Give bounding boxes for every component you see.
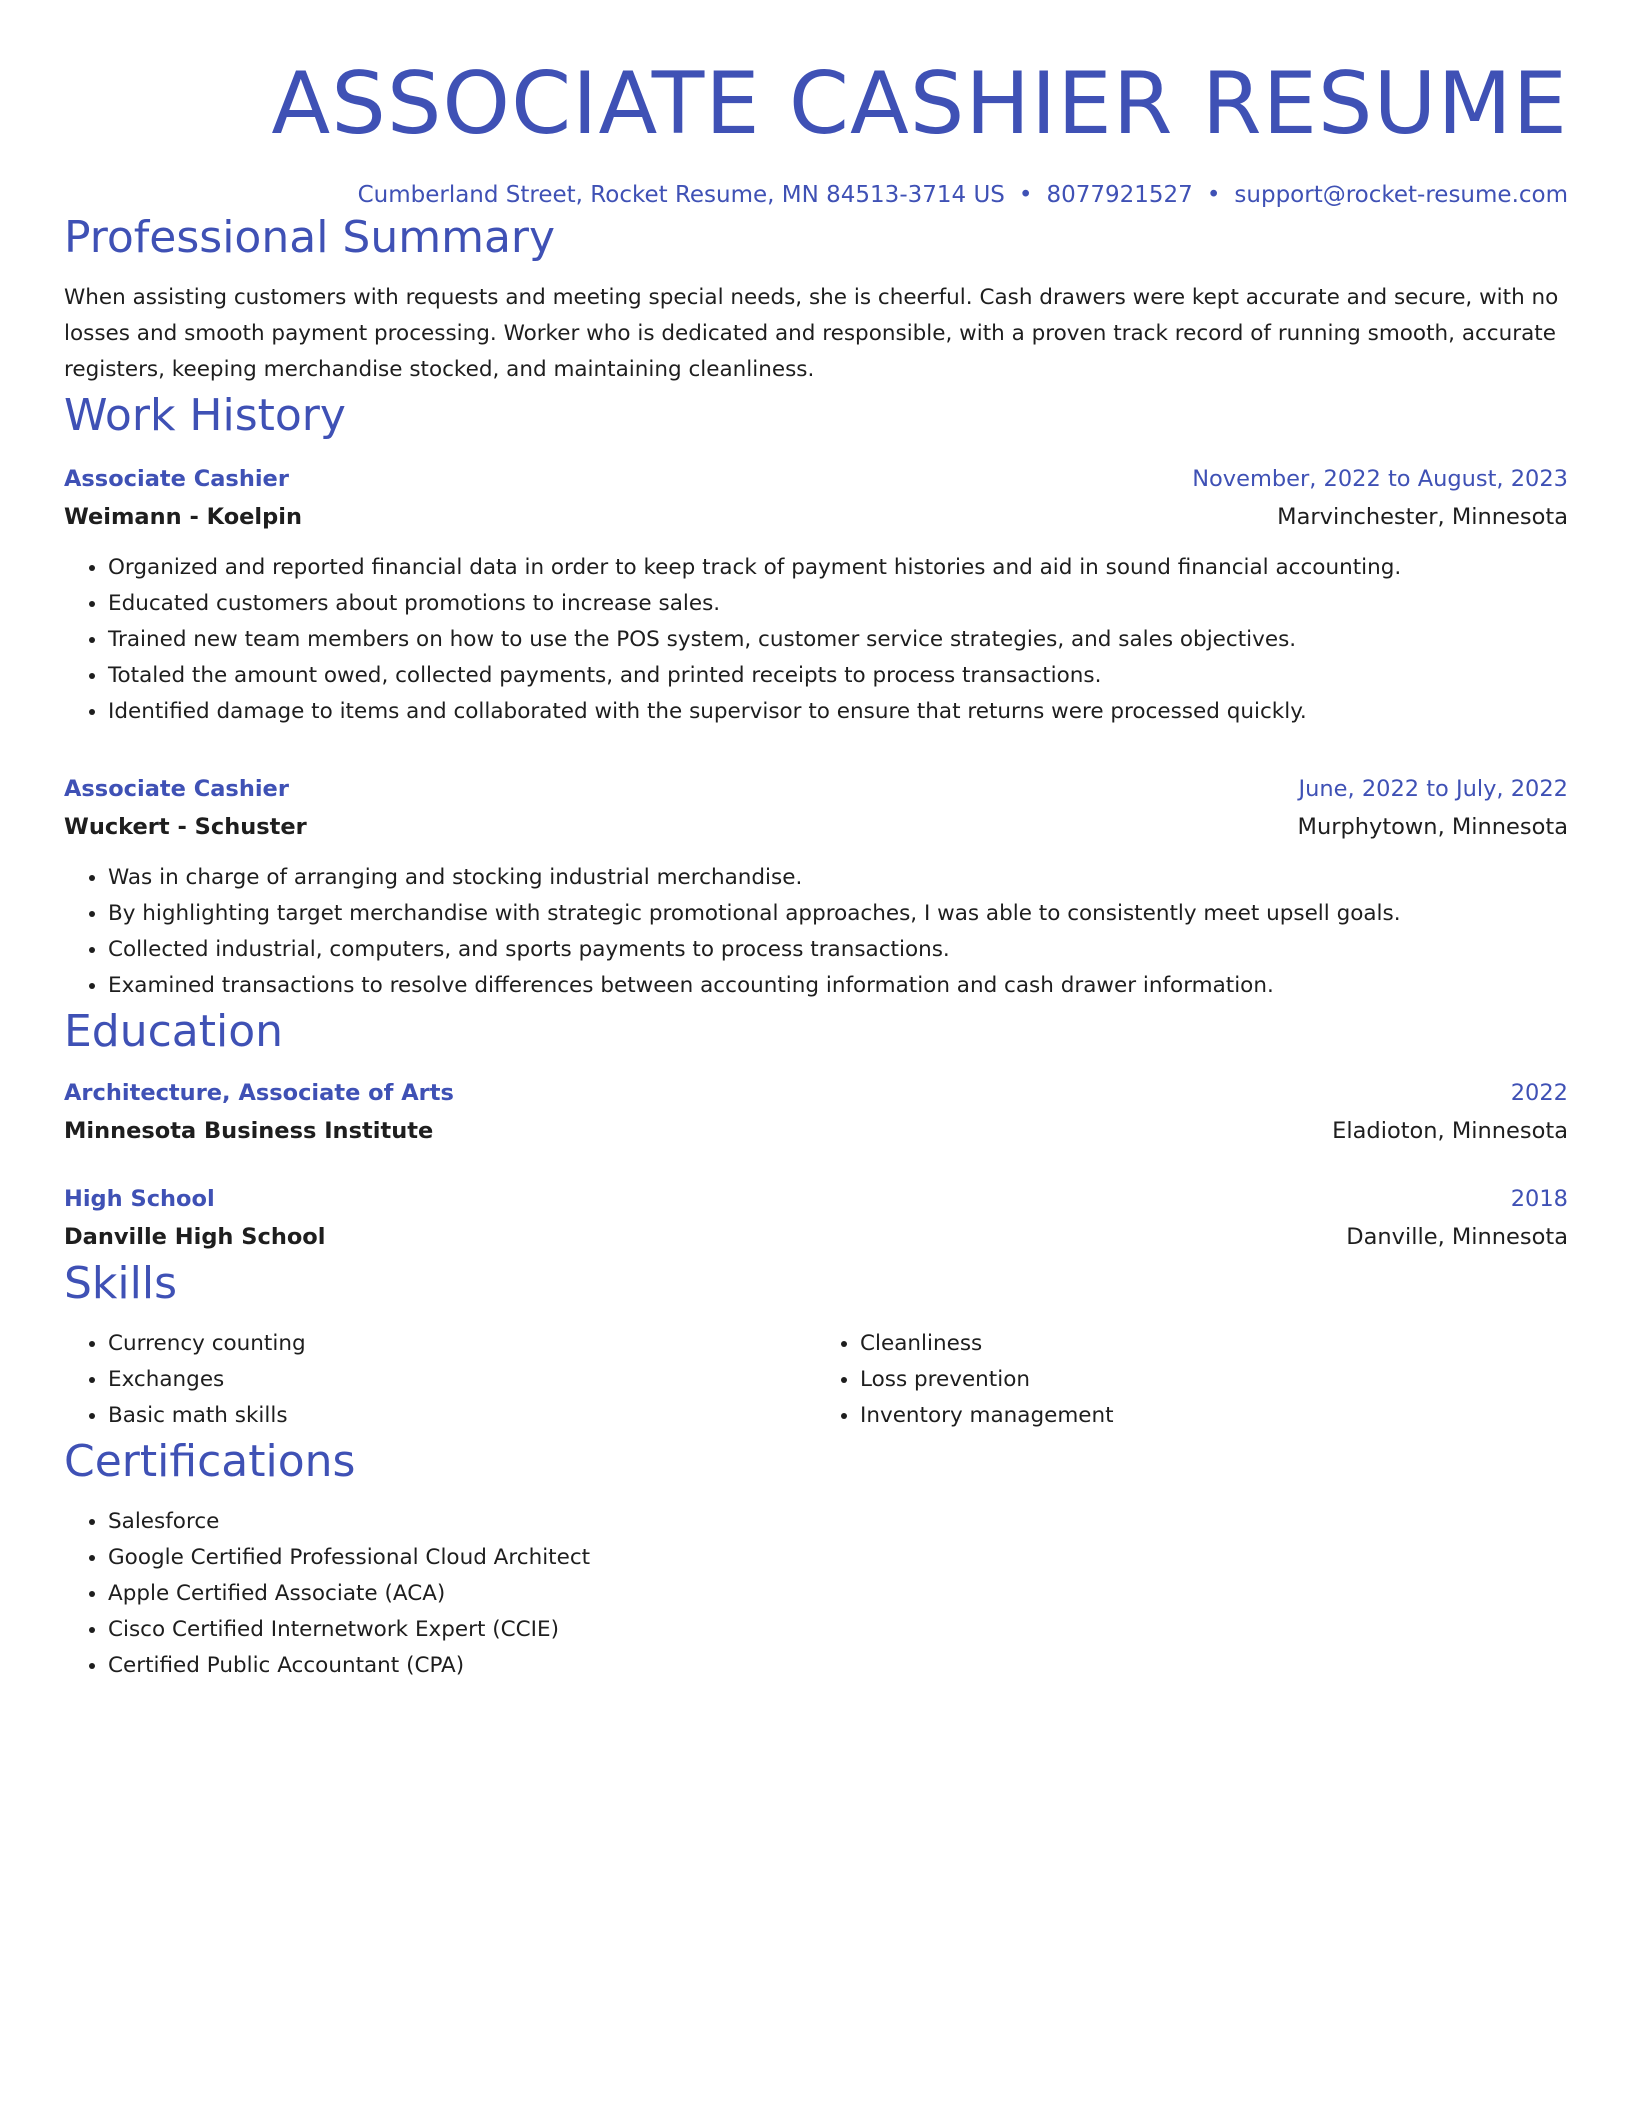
contact-separator: • [1018,182,1033,208]
contact-address: Cumberland Street, Rocket Resume, MN 84513-3714 US [357,182,1005,208]
education-location: Danville, Minnesota [1346,1224,1568,1250]
job-location: Murphytown, Minnesota [1297,814,1568,840]
summary-text: When assisting customers with requests and meeting special needs, she is cheerful. Cash drawers were kept accurate and secure, with no losses and smooth payment processing. Worker who is dedicated and responsible, with a proven track record of running smooth, accurate registers, keeping merchandise stocked, and maintaining cleanliness. [64,285,1559,382]
job-dates: November, 2022 to August, 2023 [1192,466,1568,492]
education-degree: Architecture, Associate of Arts [64,1080,454,1106]
job-bullets [64,550,1568,730]
skill-item: • Currency counting [108,1326,816,1362]
section-heading-skills: Skills [64,1258,178,1309]
job-bullet: • Examined transactions to resolve differences between accounting information and cash drawer information. [108,968,1568,1004]
skill-item: • Basic math skills [108,1398,816,1434]
education-location: Eladioton, Minnesota [1332,1118,1568,1144]
skills-list [64,1326,1568,1434]
job-entry [64,460,1568,730]
skill-item: • Exchanges [108,1362,816,1398]
section-heading-education: Education [64,1006,284,1057]
education-degree: High School [64,1186,215,1212]
skills-column-left [64,1326,816,1434]
job-company: Wuckert - Schuster [64,814,307,840]
education-school: Minnesota Business Institute [64,1118,434,1144]
job-title: Associate Cashier [64,776,289,802]
certification-item: • Apple Certified Associate (ACA) [108,1576,1568,1612]
contact-line [64,180,1568,210]
job-bullet: • Was in charge of arranging and stocking industrial merchandise. [108,860,1568,896]
contact-phone: 8077921527 [1046,182,1193,208]
job-entry [64,770,1568,1004]
section-heading-certifications: Certifications [64,1436,356,1487]
skills-column-right [816,1326,1568,1434]
certification-item: • Cisco Certified Internetwork Expert (CCIE) [108,1612,1568,1648]
contact-separator: • [1206,182,1221,208]
job-bullets [64,860,1568,1004]
job-location: Marvinchester, Minnesota [1277,504,1568,530]
education-entry [64,1180,1568,1256]
certification-item: • Certified Public Accountant (CPA) [108,1648,1568,1684]
job-bullet: • By highlighting target merchandise with strategic promotional approaches, I was able to consistently meet upsell goals. [108,896,1568,932]
skill-item: • Loss prevention [860,1362,1568,1398]
job-bullet: • Collected industrial, computers, and sports payments to process transactions. [108,932,1568,968]
skill-item: • Inventory management [860,1398,1568,1434]
certifications-list [64,1504,1568,1684]
certification-item: • Google Certified Professional Cloud Architect [108,1540,1568,1576]
education-school: Danville High School [64,1224,326,1250]
job-bullet: • Identified damage to items and collaborated with the supervisor to ensure that returns were processed quickly. [108,694,1568,730]
education-entry [64,1074,1568,1150]
job-company: Weimann - Koelpin [64,504,302,530]
section-heading-summary: Professional Summary [64,212,556,263]
job-dates: June, 2022 to July, 2022 [1298,776,1568,802]
certification-item: • Salesforce [108,1504,1568,1540]
skill-item: • Cleanliness [860,1326,1568,1362]
job-bullet: • Totaled the amount owed, collected payments, and printed receipts to process transactions. [108,658,1568,694]
resume-title: ASSOCIATE CASHIER RESUME [271,54,1568,154]
job-bullet: • Educated customers about promotions to increase sales. [108,586,1568,622]
job-bullet: • Trained new team members on how to use the POS system, customer service strategies, and sales objectives. [108,622,1568,658]
job-title: Associate Cashier [64,466,289,492]
section-heading-work-history: Work History [64,390,346,441]
education-year: 2022 [1510,1080,1568,1106]
contact-email: support@rocket-resume.com [1234,182,1568,208]
job-bullet: • Organized and reported financial data in order to keep track of payment histories and aid in sound financial accounting. [108,550,1568,586]
education-year: 2018 [1510,1186,1568,1212]
